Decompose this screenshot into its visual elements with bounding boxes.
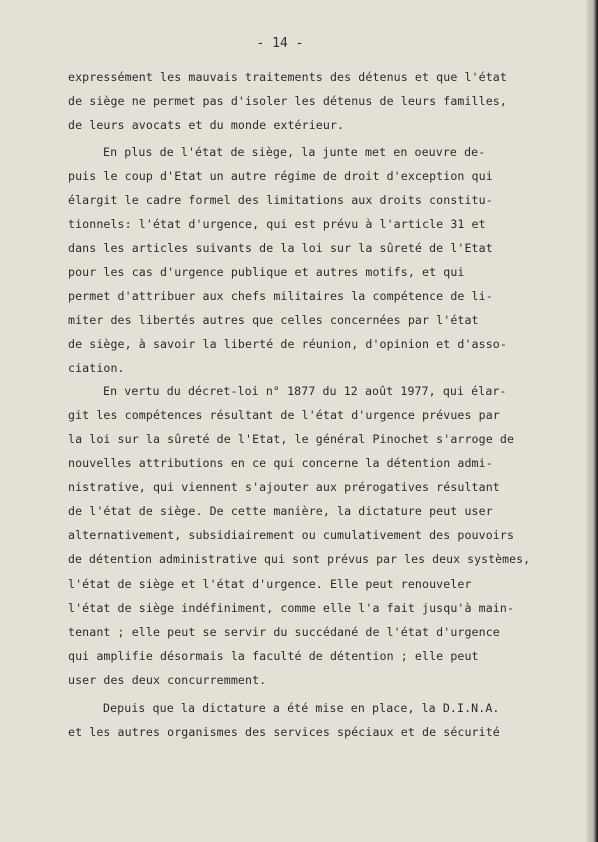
text-line: expressément les mauvais traitements des détenus et que l'état xyxy=(68,70,507,84)
scan-edge-shadow xyxy=(586,0,598,842)
text-line: l'état de siège et l'état d'urgence. Elle peut renouveler xyxy=(68,577,472,591)
text-line: et les autres organismes des services spéciaux et de sécurité xyxy=(68,725,500,739)
text-line: En vertu du décret-loi n° 1877 du 12 août 1977, qui élar- xyxy=(103,384,507,398)
text-line: nouvelles attributions en ce qui concerne la détention admi- xyxy=(68,456,493,470)
text-line: miter des libertés autres que celles concernées par l'état xyxy=(68,313,479,327)
text-line: git les compétences résultant de l'état d'urgence prévues par xyxy=(68,408,500,422)
text-line: tionnels: l'état d'urgence, qui est prévu à l'article 31 et xyxy=(68,217,486,231)
text-line: user des deux concurremment. xyxy=(68,673,267,687)
text-line: dans les articles suivants de la loi sur la sûreté de l'Etat xyxy=(68,241,493,255)
text-line: qui amplifie désormais la faculté de détention ; elle peut xyxy=(68,649,479,663)
text-line: permet d'attribuer aux chefs militaires la compétence de li- xyxy=(68,289,493,303)
text-line: de détention administrative qui sont prévus par les deux systèmes, xyxy=(68,552,531,566)
text-line: nistrative, qui viennent s'ajouter aux prérogatives résultant xyxy=(68,480,500,494)
page-number: - 14 - xyxy=(256,36,304,51)
text-line: de siège ne permet pas d'isoler les détenus de leurs familles, xyxy=(68,94,507,108)
text-line: ciation. xyxy=(68,361,125,375)
text-line: pour les cas d'urgence publique et autres motifs, et qui xyxy=(68,265,465,279)
text-line: tenant ; elle peut se servir du succédané de l'état d'urgence xyxy=(68,625,500,639)
text-line: de leurs avocats et du monde extérieur. xyxy=(68,118,345,132)
text-line: élargit le cadre formel des limitations aux droits constitu- xyxy=(68,193,493,207)
text-line: l'état de siège indéfiniment, comme elle l'a fait jusqu'à main- xyxy=(68,601,515,615)
text-line: de l'état de siège. De cette manière, la dictature peut user xyxy=(68,504,493,518)
text-line: alternativement, subsidiairement ou cumulativement des pouvoirs xyxy=(68,528,515,542)
text-line: En plus de l'état de siège, la junte met en oeuvre de- xyxy=(103,145,486,159)
text-line: Depuis que la dictature a été mise en place, la D.I.N.A. xyxy=(103,701,500,715)
text-line: puis le coup d'Etat un autre régime de droit d'exception qui xyxy=(68,169,493,183)
text-line: de siège, à savoir la liberté de réunion, d'opinion et d'asso- xyxy=(68,337,507,351)
text-line: la loi sur la sûreté de l'Etat, le général Pinochet s'arroge de xyxy=(68,432,515,446)
